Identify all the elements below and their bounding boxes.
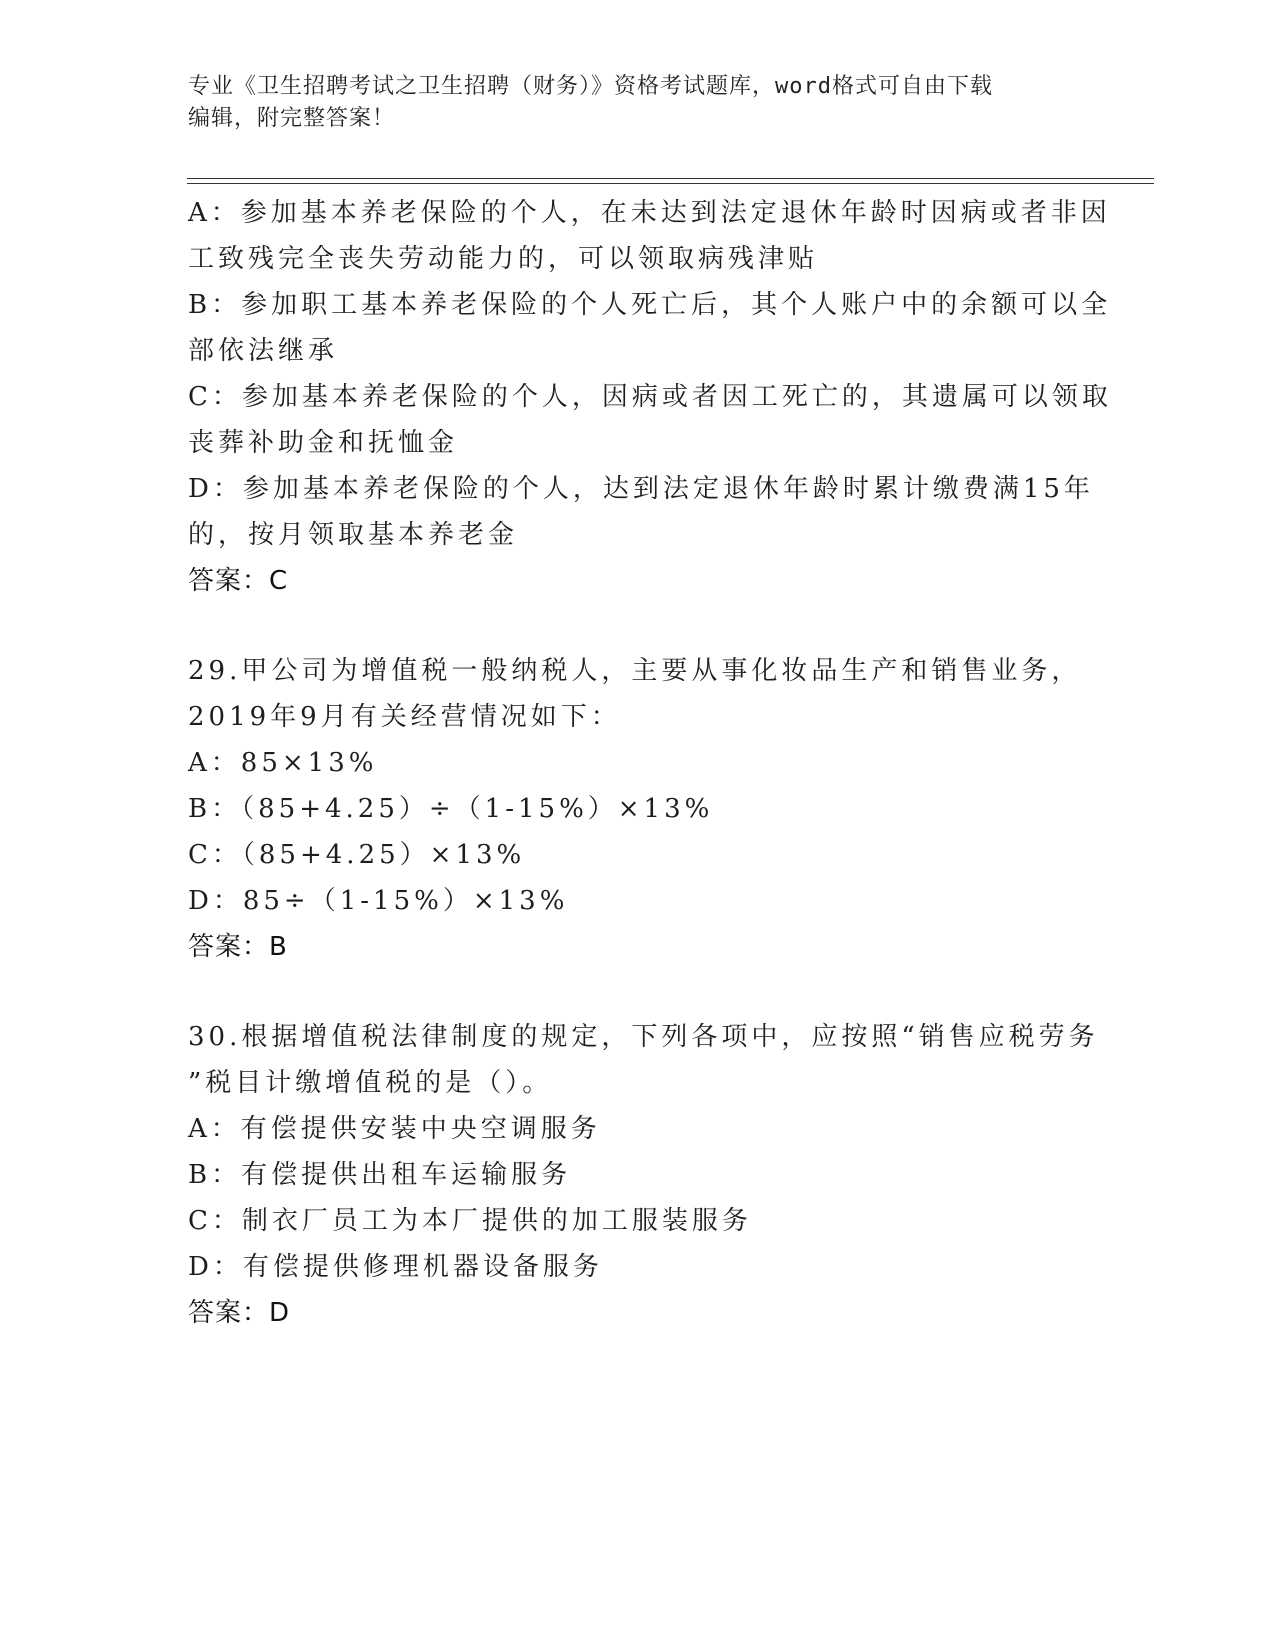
header-line-2: 编辑，附完整答案！ [188, 106, 396, 131]
question-29-text-line-1: 29.甲公司为增值税一般纳税人，主要从事化妆品生产和销售业务， [188, 656, 1082, 686]
question-list [188, 190, 1112, 1336]
option-d-line-1: D：参加基本养老保险的个人，达到法定退休年龄时累计缴费满15年 [188, 474, 1094, 504]
question-28-options [188, 190, 1112, 604]
option-d: D：85÷（1-15%）×13% [188, 886, 569, 916]
answer-29: 答案：B [188, 932, 288, 962]
header-divider-bottom [187, 183, 1154, 184]
option-b-line-1: B：参加职工基本养老保险的个人死亡后，其个人账户中的余额可以全 [188, 290, 1112, 320]
header-line-1: 专业《卫生招聘考试之卫生招聘（财务）》资格考试题库，word格式可自由下载 [188, 74, 993, 99]
question-29-text-line-2: 2019年9月有关经营情况如下： [188, 702, 621, 732]
document-header [188, 71, 1088, 135]
option-a-line-2: 工致残完全丧失劳动能力的，可以领取病残津贴 [188, 244, 819, 274]
option-b-line-2: 部依法继承 [188, 336, 339, 366]
option-c: C：（85+4.25）×13% [188, 840, 526, 870]
option-b: B：（85+4.25）÷（1-15%）×13% [188, 794, 714, 824]
header-divider-top [187, 178, 1154, 179]
option-d: D：有偿提供修理机器设备服务 [188, 1252, 603, 1282]
option-c: C：制衣厂员工为本厂提供的加工服装服务 [188, 1206, 752, 1236]
spacer [188, 970, 1088, 1014]
question-30-text-line-1: 30.根据增值税法律制度的规定，下列各项中，应按照“销售应税劳务 [188, 1022, 1099, 1052]
option-a-line-1: A：参加基本养老保险的个人，在未达到法定退休年龄时因病或者非因 [188, 198, 1111, 228]
option-a: A：有偿提供安装中央空调服务 [188, 1114, 601, 1144]
question-29 [188, 648, 1088, 970]
option-c-line-1: C：参加基本养老保险的个人，因病或者因工死亡的，其遗属可以领取 [188, 382, 1112, 412]
question-30 [188, 1014, 1099, 1336]
option-d-line-2: 的，按月领取基本养老金 [188, 520, 519, 550]
spacer [188, 604, 1088, 648]
option-c-line-2: 丧葬补助金和抚恤金 [188, 428, 459, 458]
option-a: A：85×13% [188, 748, 378, 778]
option-b: B：有偿提供出租车运输服务 [188, 1160, 572, 1190]
answer-28: 答案：C [188, 566, 289, 596]
answer-30: 答案：D [188, 1298, 291, 1328]
question-30-text-line-2: ”税目计缴增值税的是（）。 [188, 1068, 553, 1098]
